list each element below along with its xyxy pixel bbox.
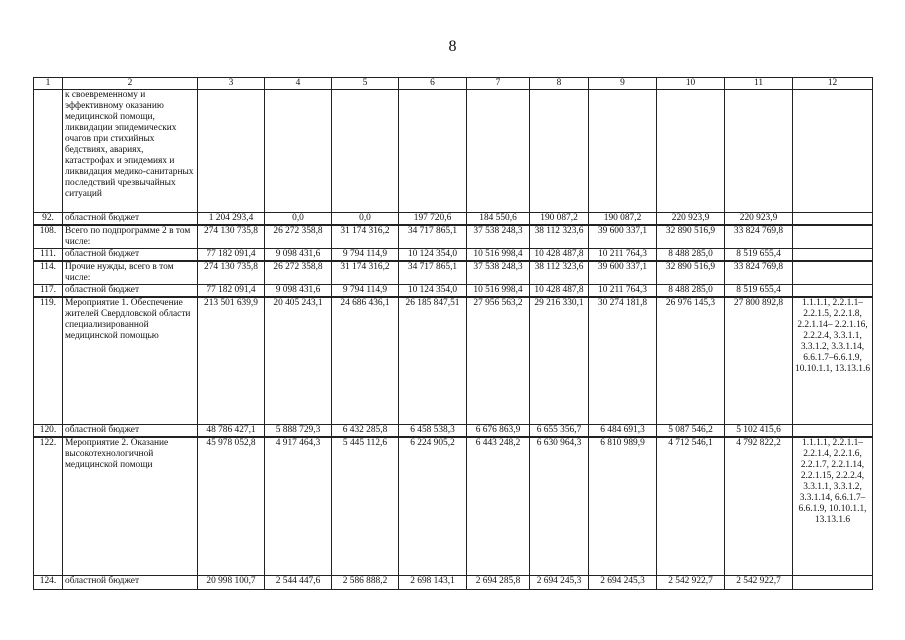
value-cell-total: 274 130 735,8: [198, 261, 265, 285]
row-number-cell: 122.: [34, 437, 63, 576]
value-cell: 190 087,2: [589, 213, 657, 226]
row-name-cell: областной бюджет: [63, 249, 198, 262]
row-name-cell: Мероприятие 1. Обеспечение жителей Свердловской области специализированной медицинской помощью: [63, 297, 198, 424]
value-cell: 31 174 316,2: [332, 261, 399, 285]
value-cell: 6 484 691,3: [589, 424, 657, 437]
row-number-cell: 92.: [34, 213, 63, 226]
value-cell: 10 428 487,8: [530, 285, 589, 298]
value-cell: 6 443 248,2: [467, 437, 530, 576]
value-cell: 4 917 464,3: [265, 437, 332, 576]
value-cell: 2 694 285,8: [467, 576, 530, 590]
value-cell: 39 600 337,1: [589, 261, 657, 285]
value-cell-total: 20 998 100,7: [198, 576, 265, 590]
value-cell: 27 800 892,8: [725, 297, 793, 424]
value-cell: 6 224 905,2: [399, 437, 467, 576]
header-cell: 10: [657, 78, 725, 90]
value-cell: 220 923,9: [725, 213, 793, 226]
value-cell: 2 542 922,7: [725, 576, 793, 590]
value-cell: 29 216 330,1: [530, 297, 589, 424]
value-cell: 38 112 323,6: [530, 261, 589, 285]
row-number-cell: 114.: [34, 261, 63, 285]
value-cell: 2 694 245,3: [589, 576, 657, 590]
target-indicators-cell: [793, 213, 873, 226]
row-number-cell: 117.: [34, 285, 63, 298]
value-cell: 32 890 516,9: [657, 225, 725, 249]
value-cell: 9 794 114,9: [332, 285, 399, 298]
value-cell: 8 488 285,0: [657, 285, 725, 298]
value-cell: 9 098 431,6: [265, 285, 332, 298]
row-name-cell: Всего по подпрограмме 2 в том числе:: [63, 225, 198, 249]
header-cell: 11: [725, 78, 793, 90]
value-cell: 26 185 847,51: [399, 297, 467, 424]
header-cell: 5: [332, 78, 399, 90]
value-cell: 32 890 516,9: [657, 261, 725, 285]
value-cell: 2 544 447,6: [265, 576, 332, 590]
target-indicators-cell: [793, 225, 873, 249]
header-cell: 6: [399, 78, 467, 90]
value-cell-total: 48 786 427,1: [198, 424, 265, 437]
value-cell: 5 102 415,6: [725, 424, 793, 437]
value-cell-total: [198, 90, 265, 213]
value-cell: 4 792 822,2: [725, 437, 793, 576]
row-number-cell: 108.: [34, 225, 63, 249]
value-cell: 5 888 729,3: [265, 424, 332, 437]
table-header-row: [34, 78, 873, 90]
table-row: [34, 261, 873, 285]
value-cell: 24 686 436,1: [332, 297, 399, 424]
value-cell-total: 45 978 052,8: [198, 437, 265, 576]
table-row: [34, 285, 873, 298]
header-cell: 1: [34, 78, 63, 90]
value-cell: 6 432 285,8: [332, 424, 399, 437]
target-indicators-cell: 1.1.1.1, 2.2.1.1–2.2.1.4, 2.2.1.6, 2.2.1.7, 2.2.1.14, 2.2.1.15, 2.2.2.4, 3.3.1.1, 3.3.1.2, 3.3.1.14, 6.6.1.7–6.6.1.9, 10.10.1.1, 13.13.1.6: [793, 437, 873, 576]
value-cell: 10 516 998,4: [467, 285, 530, 298]
value-cell: 34 717 865,1: [399, 225, 467, 249]
header-cell: 12: [793, 78, 873, 90]
target-indicators-cell: [793, 424, 873, 437]
value-cell: 2 698 143,1: [399, 576, 467, 590]
row-number-cell: 111.: [34, 249, 63, 262]
value-cell-total: 274 130 735,8: [198, 225, 265, 249]
value-cell: 2 542 922,7: [657, 576, 725, 590]
value-cell: 0,0: [265, 213, 332, 226]
value-cell: 220 923,9: [657, 213, 725, 226]
row-name-cell: областной бюджет: [63, 576, 198, 590]
table-body: [34, 78, 873, 590]
value-cell: 5 087 546,2: [657, 424, 725, 437]
table-row: [34, 249, 873, 262]
target-indicators-cell: [793, 576, 873, 590]
value-cell: 39 600 337,1: [589, 225, 657, 249]
value-cell: 26 272 358,8: [265, 225, 332, 249]
value-cell: 10 211 764,3: [589, 249, 657, 262]
value-cell: [657, 90, 725, 213]
value-cell: [530, 90, 589, 213]
value-cell: 6 630 964,3: [530, 437, 589, 576]
table-row: [34, 297, 873, 424]
value-cell: 10 124 354,0: [399, 249, 467, 262]
value-cell: 33 824 769,8: [725, 261, 793, 285]
value-cell: 4 712 546,1: [657, 437, 725, 576]
value-cell: 34 717 865,1: [399, 261, 467, 285]
value-cell: 37 538 248,3: [467, 261, 530, 285]
value-cell: 33 824 769,8: [725, 225, 793, 249]
value-cell: 190 087,2: [530, 213, 589, 226]
value-cell: 27 956 563,2: [467, 297, 530, 424]
value-cell: 0,0: [332, 213, 399, 226]
value-cell: 10 428 487,8: [530, 249, 589, 262]
header-cell: 9: [589, 78, 657, 90]
value-cell: [467, 90, 530, 213]
header-cell: 7: [467, 78, 530, 90]
value-cell: 184 550,6: [467, 213, 530, 226]
row-name-cell: областной бюджет: [63, 285, 198, 298]
target-indicators-cell: [793, 90, 873, 213]
value-cell: 5 445 112,6: [332, 437, 399, 576]
target-indicators-cell: [793, 285, 873, 298]
target-indicators-cell: 1.1.1.1, 2.2.1.1–2.2.1.5, 2.2.1.8, 2.2.1.14– 2.2.1.16, 2.2.2.4, 3.3.1.1, 3.3.1.2, 3.3.1.14, 6.6.1.7–6.6.1.9, 10.10.1.1, 13.13.1.6: [793, 297, 873, 424]
target-indicators-cell: [793, 261, 873, 285]
value-cell: 8 488 285,0: [657, 249, 725, 262]
value-cell: 26 976 145,3: [657, 297, 725, 424]
value-cell: 8 519 655,4: [725, 249, 793, 262]
header-cell: 3: [198, 78, 265, 90]
value-cell: [332, 90, 399, 213]
row-number-cell: [34, 90, 63, 213]
table-row: [34, 576, 873, 590]
value-cell-total: 1 204 293,4: [198, 213, 265, 226]
header-cell: 2: [63, 78, 198, 90]
value-cell: 6 810 989,9: [589, 437, 657, 576]
value-cell-total: 213 501 639,9: [198, 297, 265, 424]
target-indicators-cell: [793, 249, 873, 262]
page-number: 8: [448, 38, 457, 55]
budget-table: [33, 77, 873, 590]
value-cell: [589, 90, 657, 213]
header-cell: 8: [530, 78, 589, 90]
value-cell: 2 694 245,3: [530, 576, 589, 590]
value-cell: 26 272 358,8: [265, 261, 332, 285]
table-row: [34, 225, 873, 249]
row-name-cell: к своевременному и эффективному оказанию медицинской помощи, ликвидации эпидемических очагов при стихийных бедствиях, авариях, катастрофах и эпидемиях и ликвидация медико-санитарных последствий чрезвычайных ситуаций: [63, 90, 198, 213]
value-cell: 6 655 356,7: [530, 424, 589, 437]
value-cell: 9 794 114,9: [332, 249, 399, 262]
value-cell: 2 586 888,2: [332, 576, 399, 590]
row-name-cell: Прочие нужды, всего в том числе:: [63, 261, 198, 285]
value-cell: 197 720,6: [399, 213, 467, 226]
value-cell: 31 174 316,2: [332, 225, 399, 249]
row-name-cell: областной бюджет: [63, 213, 198, 226]
table-row: [34, 213, 873, 226]
table-row: [34, 424, 873, 437]
value-cell: [265, 90, 332, 213]
table-row: [34, 90, 873, 213]
row-name-cell: Мероприятие 2. Оказание высокотехнологичной медицинской помощи: [63, 437, 198, 576]
value-cell: 30 274 181,8: [589, 297, 657, 424]
value-cell-total: 77 182 091,4: [198, 285, 265, 298]
value-cell: 8 519 655,4: [725, 285, 793, 298]
value-cell: 6 458 538,3: [399, 424, 467, 437]
value-cell: 6 676 863,9: [467, 424, 530, 437]
value-cell: 20 405 243,1: [265, 297, 332, 424]
value-cell: 10 516 998,4: [467, 249, 530, 262]
table-row: [34, 437, 873, 576]
value-cell: 37 538 248,3: [467, 225, 530, 249]
row-number-cell: 119.: [34, 297, 63, 424]
value-cell: [399, 90, 467, 213]
header-cell: 4: [265, 78, 332, 90]
row-number-cell: 120.: [34, 424, 63, 437]
value-cell: [725, 90, 793, 213]
value-cell: 10 124 354,0: [399, 285, 467, 298]
value-cell-total: 77 182 091,4: [198, 249, 265, 262]
row-number-cell: 124.: [34, 576, 63, 590]
value-cell: 9 098 431,6: [265, 249, 332, 262]
row-name-cell: областной бюджет: [63, 424, 198, 437]
value-cell: 38 112 323,6: [530, 225, 589, 249]
value-cell: 10 211 764,3: [589, 285, 657, 298]
